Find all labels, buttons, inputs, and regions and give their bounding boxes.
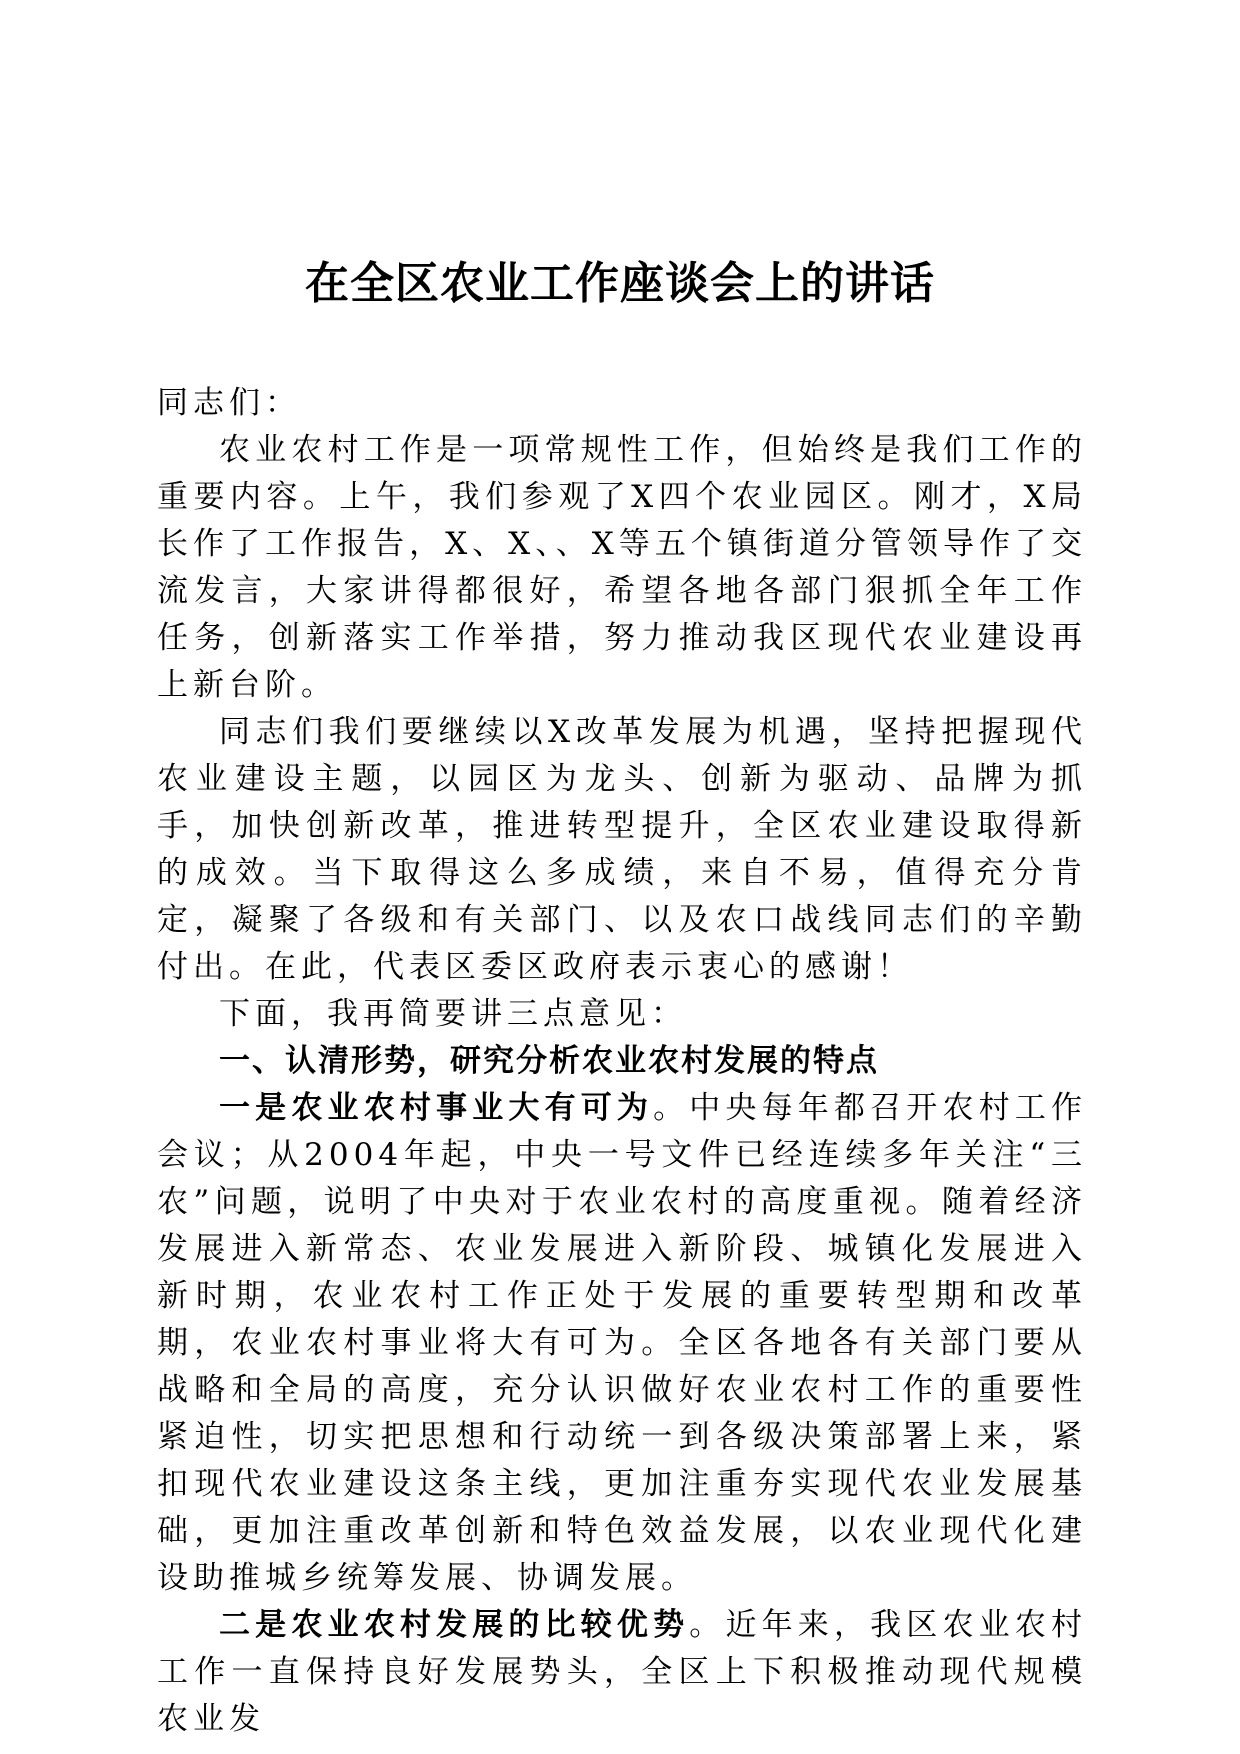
- point-lead-1: 一是农业农村事业大有可为: [219, 1090, 654, 1126]
- document-title: 在全区农业工作座谈会上的讲话: [305, 258, 935, 309]
- point-text-1: 。中央每年都召开农村工作会议；从2004年起，中央一号文件已经连续多年关注“三农”问题，说明了中央对于农业农村的高度重视。随着经济发展进入新常态、农业发展进入新阶段、城镇化发展进入新时期，农业农村工作正处于发展的重要转型期和改革期，农业农村事业将大有可为。全区各地各有关部门要从战略和全局的高度，充分认识做好农业农村工作的重要性紧迫性，切实把思想和行动统一到各级决策部署上来，紧扣现代农业建设这条主线，更加注重夯实现代农业发展基础，更加注重改革创新和特色效益发展，以农业现代化建设助推城乡统筹发展、协调发展。: [157, 1090, 1088, 1596]
- paragraph-transition: 下面，我再简要讲三点意见：: [219, 996, 687, 1032]
- point-paragraph-2: [157, 1602, 1087, 1743]
- point-text-2: 。近年来，我区农业农村工作一直保持良好发展势头，全区上下积极推动现代规模农业发: [157, 1607, 1088, 1737]
- paragraph-opening: 农业农村工作是一项常规性工作，但始终是我们工作的重要内容。上午，我们参观了X四个农业园区。刚才，X局长作了工作报告，X、X、、X等五个镇街道分管领导作了交流发言，大家讲得都很好，希望各地各部门狠抓全年工作任务，创新落实工作举措，努力推动我区现代农业建设再上新台阶。: [157, 432, 1087, 703]
- section-heading-1: 一、认清形势，研究分析农业农村发展的特点: [219, 1043, 879, 1079]
- document-body: [157, 380, 1087, 1743]
- salutation: 同志们：: [157, 385, 301, 421]
- point-paragraph-1: [157, 1085, 1087, 1602]
- point-lead-2: 二是农业农村发展的比较优势: [219, 1607, 690, 1643]
- paragraph-achievements: 同志们我们要继续以X改革发展为机遇，坚持把握现代农业建设主题，以园区为龙头、创新为驱动、品牌为抓手，加快创新改革，推进转型提升，全区农业建设取得新的成效。当下取得这么多成绩，来自不易，值得充分肯定，凝聚了各级和有关部门、以及农口战线同志们的辛勤付出。在此，代表区委区政府表示衷心的感谢！: [157, 714, 1087, 985]
